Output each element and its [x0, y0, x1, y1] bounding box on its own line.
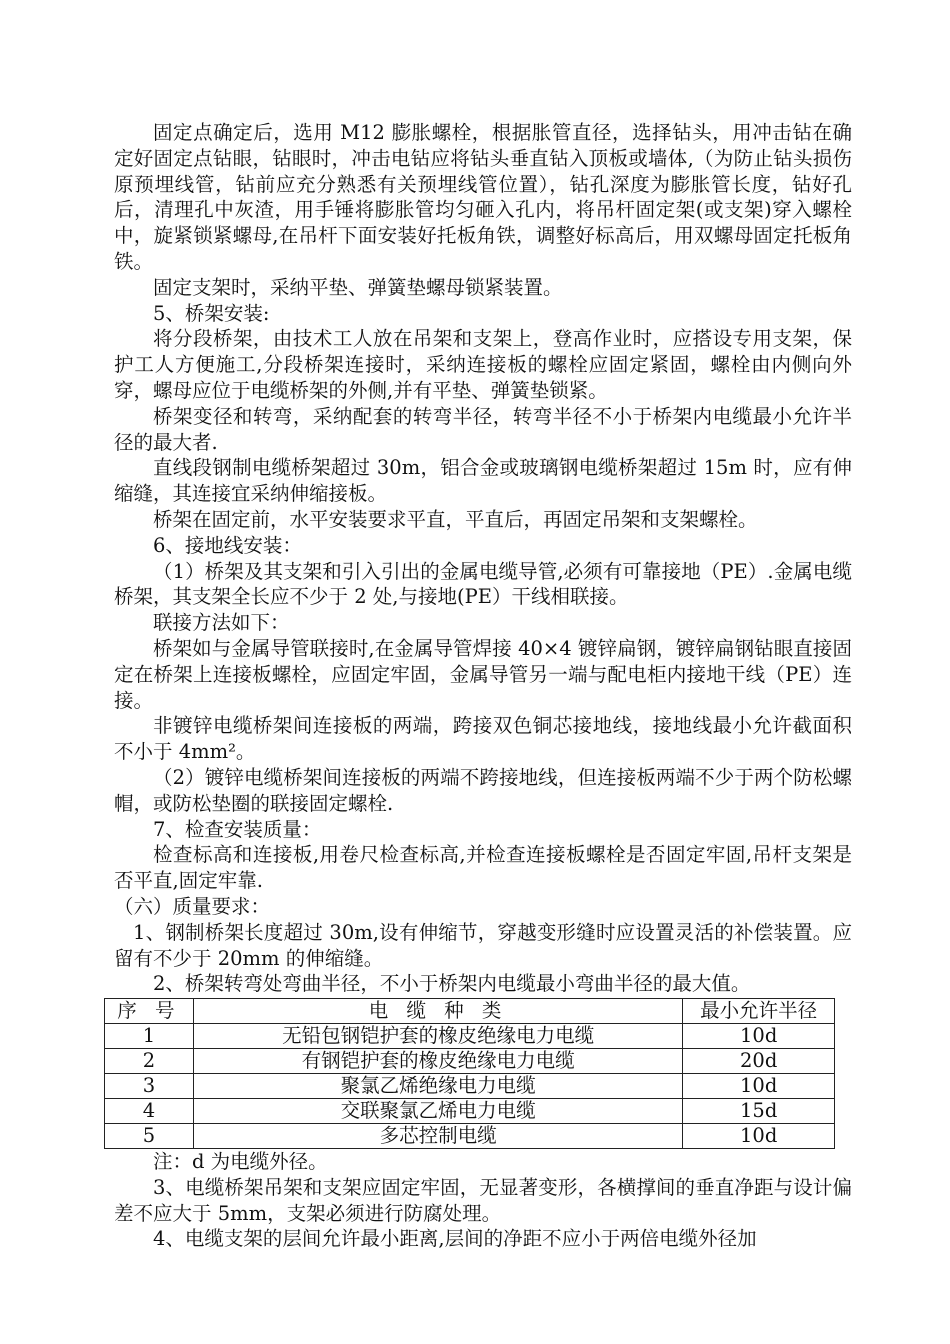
- paragraph: （2）镀锌电缆桥架间连接板的两端不跨接地线，但连接板两端不少于两个防松螺帽，或防松垫圈的联接固定螺栓.: [114, 765, 852, 815]
- cell-cable-type: 交联聚氯乙烯电力电缆: [193, 1099, 683, 1124]
- paragraph: 3、电缆桥架吊架和支架应固定牢固，无显著变形，各横撑间的垂直净距与设计偏差不应大于 5mm，支架必须进行防腐处理。: [114, 1175, 852, 1225]
- paragraph: 桥架变径和转弯，采纳配套的转弯半径，转弯半径不小于桥架内电缆最小允许半径的最大者.: [114, 404, 852, 454]
- table-header-row: [105, 999, 835, 1024]
- cell-min-radius: 10d: [683, 1124, 835, 1149]
- cell-min-radius: 20d: [683, 1049, 835, 1074]
- paragraph: 将分段桥架，由技术工人放在吊架和支架上，登高作业时，应搭设专用支架，保护工人方便施工,分段桥架连接时，采纳连接板的螺栓应固定紧固，螺栓由内侧向外穿，螺母应位于电缆桥架的外侧,并有平垫、弹簧垫锁紧。: [114, 327, 852, 402]
- paragraph: 6、接地线安装：: [153, 533, 302, 557]
- paragraph: 固定点确定后，选用 M12 膨胀螺栓，根据胀管直径，选择钻头，用冲击钻在确定好固定点钻眼，钻眼时，冲击电钻应将钻头垂直钻入顶板或墙体,（为防止钻头损伤原预埋线管，钻前应充分熟悉有关预埋线管位置），钻孔深度为膨胀管长度，钻好孔后，清理孔中灰渣，用手锤将膨胀管均匀砸入孔内，将吊杆固定架(或支架)穿入螺栓中，旋紧锁紧螺母,在吊杆下面安装好托板角铁，调整好标高后，用双螺母固定托板角铁。: [114, 121, 852, 273]
- cell-seq: 5: [105, 1124, 194, 1149]
- paragraph: 直线段钢制电缆桥架超过 30m，铝合金或玻璃钢电缆桥架超过 15m 时，应有伸缩缝，其连接宜采纳伸缩接板。: [114, 456, 852, 506]
- paragraph: 7、检查安装质量：: [153, 817, 322, 841]
- cell-cable-type: 无铅包钢铠护套的橡皮绝缘电力电缆: [193, 1024, 683, 1049]
- paragraph: 5、桥架安装:: [153, 301, 270, 325]
- cell-cable-type: 聚氯乙烯绝缘电力电缆: [193, 1074, 683, 1099]
- cell-cable-type: 有钢铠护套的橡皮绝缘电力电缆: [193, 1049, 683, 1074]
- header-seq: 序 号: [105, 999, 194, 1024]
- header-cable-type: 电 缆 种 类: [193, 999, 683, 1024]
- body-text-after-table: [114, 1149, 852, 1252]
- cell-min-radius: 10d: [683, 1024, 835, 1049]
- cell-seq: 1: [105, 1024, 194, 1049]
- header-min-radius: 最小允许半径: [683, 999, 835, 1024]
- table-row: [105, 1124, 835, 1149]
- paragraph: 检查标高和连接板,用卷尺检查标高,并检查连接板螺栓是否固定牢固,吊杆支架是否平直,固定牢靠.: [114, 843, 852, 893]
- paragraph: 2、桥架转弯处弯曲半径，不小于桥架内电缆最小弯曲半径的最大值。: [153, 972, 751, 996]
- table-body: [105, 1024, 835, 1149]
- table-row: [105, 1049, 835, 1074]
- paragraph: （1）桥架及其支架和引入引出的金属电缆导管,必须有可靠接地（PE）.金属电缆桥架，其支架全长应不少于 2 处,与接地(PE）干线相联接。: [114, 559, 852, 609]
- cell-seq: 3: [105, 1074, 194, 1099]
- paragraph: 联接方法如下：: [153, 611, 290, 635]
- paragraph: （六）质量要求：: [114, 894, 271, 918]
- paragraph: 固定支架时，采纳平垫、弹簧垫螺母锁紧装置。: [153, 275, 563, 299]
- table-row: [105, 1099, 835, 1124]
- cable-bend-radius-table: [104, 998, 835, 1149]
- table-row: [105, 1024, 835, 1049]
- paragraph: 桥架在固定前，水平安装要求平直，平直后，再固定吊架和支架螺栓。: [153, 507, 758, 531]
- paragraph: 1、钢制桥架长度超过 30m,设有伸缩节，穿越变形缝时应设置灵活的补偿装置。应留有不少于 20mm 的伸缩缝。: [114, 920, 852, 970]
- cell-seq: 2: [105, 1049, 194, 1074]
- cell-cable-type: 多芯控制电缆: [193, 1124, 683, 1149]
- body-text-before-table: [114, 120, 852, 997]
- cell-min-radius: 10d: [683, 1074, 835, 1099]
- paragraph: 桥架如与金属导管联接时,在金属导管焊接 40×4 镀锌扁钢，镀锌扁钢钻眼直接固定在桥架上连接板螺栓，应固定牢固，金属导管另一端与配电柜内接地干线（PE）连接。: [114, 636, 852, 712]
- paragraph: 非镀锌电缆桥架间连接板的两端，跨接双色铜芯接地线，接地线最小允许截面积不小于 4mm²。: [114, 714, 852, 764]
- table-row: [105, 1074, 835, 1099]
- cell-seq: 4: [105, 1099, 194, 1124]
- paragraph: 注：d 为电缆外径。: [153, 1150, 328, 1174]
- cell-min-radius: 15d: [683, 1099, 835, 1124]
- document-page: [114, 120, 852, 1252]
- paragraph: 4、电缆支架的层间允许最小距离,层间的净距不应小于两倍电缆外径加: [153, 1227, 757, 1251]
